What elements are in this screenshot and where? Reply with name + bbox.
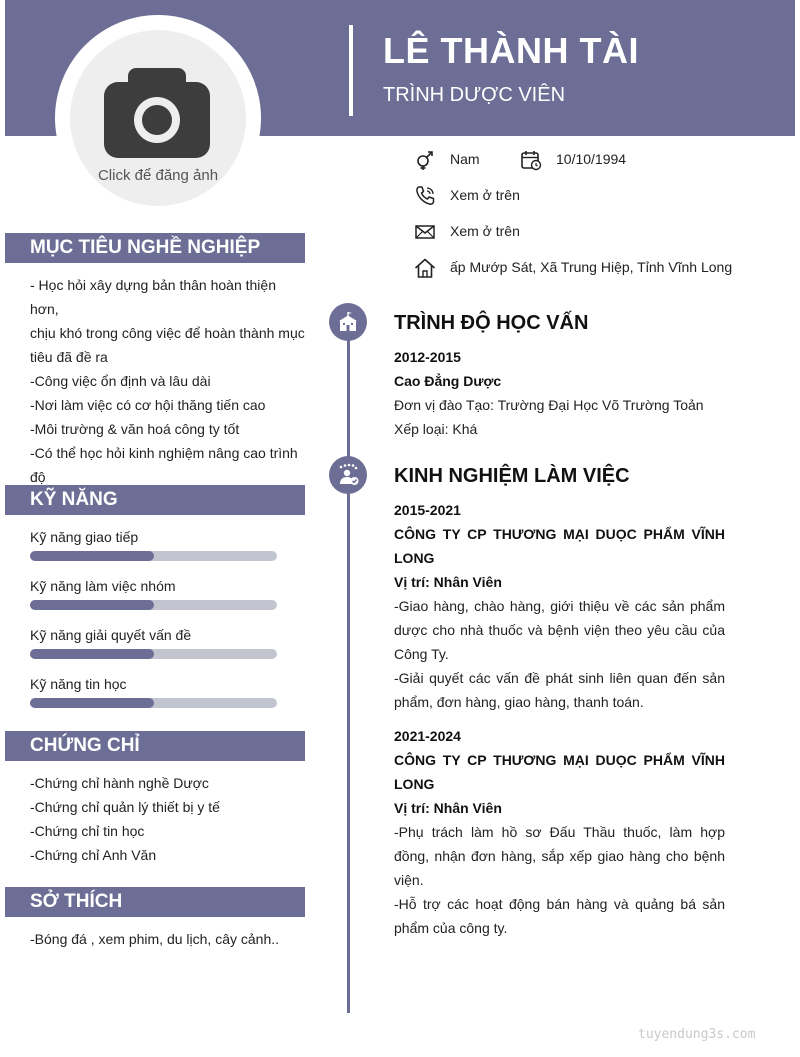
candidate-name: LÊ THÀNH TÀI bbox=[383, 30, 639, 71]
skill-bar-fill bbox=[30, 600, 154, 610]
objective-line: -Công việc ổn định và lâu dài bbox=[30, 373, 211, 389]
timeline-line bbox=[347, 310, 350, 1013]
experience-marker bbox=[329, 456, 367, 494]
job-duty: -Giải quyết các vấn đề phát sinh liên quan đến sản phẩm, đơn hàng, giao hàng, thanh toán. bbox=[394, 670, 725, 710]
upload-photo-button[interactable] bbox=[70, 30, 246, 206]
job-entry bbox=[394, 724, 725, 940]
education-period: 2012-2015 bbox=[394, 349, 461, 365]
address-value: ấp Mướp Sát, Xã Trung Hiệp, Tỉnh Vĩnh Long bbox=[450, 259, 733, 275]
skill-bar bbox=[30, 698, 277, 708]
envelope-icon bbox=[414, 221, 436, 243]
home-icon bbox=[414, 257, 436, 279]
skill-item bbox=[30, 676, 280, 692]
education-grade: Xếp loại: Khá bbox=[394, 421, 478, 437]
team-award-icon bbox=[336, 463, 360, 487]
skill-bar-fill bbox=[30, 551, 154, 561]
skills-heading: KỸ NĂNG bbox=[5, 485, 305, 515]
calendar-icon bbox=[520, 149, 542, 171]
skill-label: Kỹ năng giải quyết vấn đề bbox=[30, 627, 192, 643]
skill-bar-fill bbox=[30, 698, 154, 708]
job-period: 2021-2024 bbox=[394, 728, 461, 744]
certificate-item: -Chứng chỉ quản lý thiết bị y tế bbox=[30, 799, 220, 815]
gender-icon bbox=[414, 149, 436, 171]
skill-bar-fill bbox=[30, 649, 154, 659]
certificate-item: -Chứng chỉ Anh Văn bbox=[30, 847, 157, 863]
email-value: Xem ở trên bbox=[450, 223, 520, 239]
skill-item bbox=[30, 529, 280, 545]
skill-label: Kỹ năng giao tiếp bbox=[30, 529, 139, 545]
school-icon bbox=[336, 310, 360, 334]
job-title: TRÌNH DƯỢC VIÊN bbox=[383, 84, 566, 106]
skill-bar bbox=[30, 600, 277, 610]
skill-bar bbox=[30, 649, 277, 659]
hobbies-heading: SỞ THÍCH bbox=[5, 887, 305, 917]
phone-icon bbox=[414, 185, 436, 207]
education-heading: TRÌNH ĐỘ HỌC VẤN bbox=[394, 312, 589, 334]
certificates-list bbox=[30, 771, 305, 867]
objective-line: -Môi trường & văn hoá công ty tốt bbox=[30, 421, 240, 437]
experience-heading: KINH NGHIỆM LÀM VIỆC bbox=[394, 465, 630, 487]
certificate-item: -Chứng chỉ hành nghề Dược bbox=[30, 775, 209, 791]
hobbies-text bbox=[30, 927, 305, 951]
certificate-item: -Chứng chỉ tin học bbox=[30, 823, 145, 839]
job-position: Vị trí: Nhân Viên bbox=[394, 800, 502, 816]
skill-bar bbox=[30, 551, 277, 561]
skill-item bbox=[30, 627, 280, 643]
camera-icon bbox=[104, 68, 210, 160]
objective-line: độ bbox=[30, 469, 46, 485]
objective-line: tiêu đã đề ra bbox=[30, 349, 108, 365]
objective-text bbox=[30, 273, 305, 489]
job-position: Vị trí: Nhân Viên bbox=[394, 574, 502, 590]
skill-item bbox=[30, 578, 280, 594]
education-marker bbox=[329, 303, 367, 341]
job-duty: -Giao hàng, chào hàng, giới thiệu về các sản phẩm dược cho nhà thuốc và bệnh viện theo yêu cầu của Công Ty. bbox=[394, 598, 725, 662]
name-divider bbox=[349, 25, 353, 116]
education-entry bbox=[394, 345, 725, 441]
birthday-value: 10/10/1994 bbox=[556, 151, 627, 167]
objective-line: - Học hỏi xây dựng bản thân hoàn thiện hơn, bbox=[30, 277, 276, 317]
phone-value: Xem ở trên bbox=[450, 187, 520, 203]
job-entry bbox=[394, 498, 725, 714]
job-period: 2015-2021 bbox=[394, 502, 461, 518]
job-duty: -Hỗ trợ các hoạt động bán hàng và quảng bá sản phẩm của công ty. bbox=[394, 896, 725, 936]
avatar bbox=[55, 15, 261, 221]
objective-line: -Nơi làm việc có cơ hội thăng tiến cao bbox=[30, 397, 266, 413]
skill-label: Kỹ năng tin học bbox=[30, 676, 127, 692]
objective-line: chịu khó trong công việc để hoàn thành mục bbox=[30, 325, 305, 341]
job-duty: -Phụ trách làm hồ sơ Đấu Thầu thuốc, làm hợp đồng, nhận đơn hàng, sắp xếp giao hàng cho bệnh viện. bbox=[394, 824, 725, 888]
certificates-heading: CHỨNG CHỈ bbox=[5, 731, 305, 761]
objective-heading: MỤC TIÊU NGHỀ NGHIỆP bbox=[5, 233, 305, 263]
job-company: CÔNG TY CP THƯƠNG MẠI DUỌC PHẨM VĨNH LONG bbox=[394, 526, 725, 566]
objective-line: -Có thể học hỏi kinh nghiệm nâng cao trình bbox=[30, 445, 298, 461]
hobby-line: -Bóng đá , xem phim, du lịch, cây cảnh.. bbox=[30, 931, 280, 947]
skill-label: Kỹ năng làm việc nhóm bbox=[30, 578, 176, 594]
education-degree: Cao Đẳng Dược bbox=[394, 373, 502, 389]
education-school: Đơn vị đào Tạo: Trường Đại Học Võ Trường Toản bbox=[394, 397, 704, 413]
watermark: tuyendung3s.com bbox=[638, 1027, 756, 1042]
upload-photo-label: Click để đăng ảnh bbox=[97, 167, 219, 184]
gender-value: Nam bbox=[450, 151, 480, 167]
job-company: CÔNG TY CP THƯƠNG MẠI DUỌC PHẨM VĨNH LONG bbox=[394, 752, 725, 792]
